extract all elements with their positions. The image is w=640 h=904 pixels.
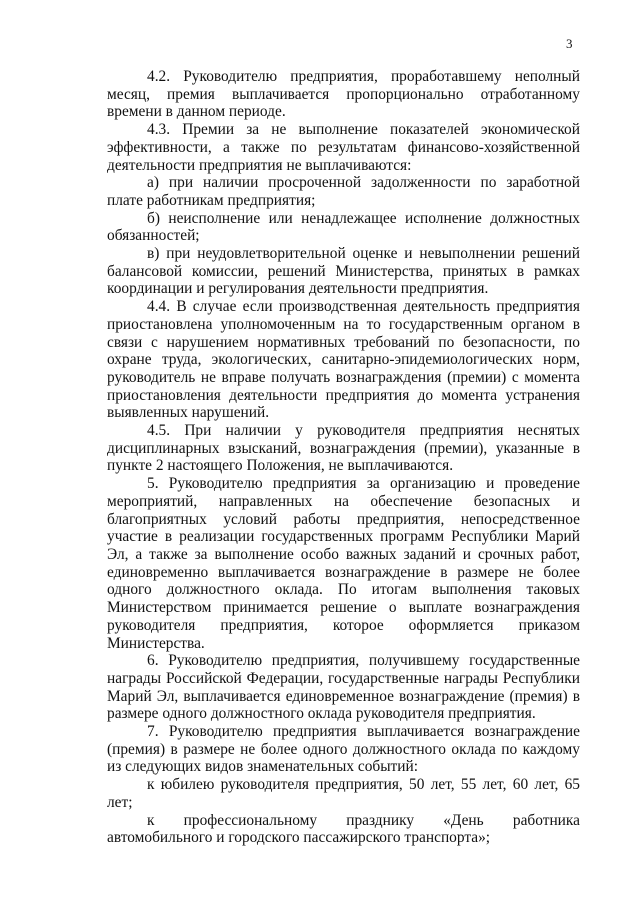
paragraph-7: 7. Руководителю предприятия выплачивается вознаграждение (премия) в размере не более одного должностного оклада по каждому из следующих видов знаменательных событий: — [107, 723, 580, 776]
document-body — [107, 68, 580, 847]
paragraph-4-3: 4.3. Премии за не выполнение показателей экономической эффективности, а также по результатам финансово-хозяйственной деятельности предприятия не выплачиваются: — [107, 121, 580, 174]
paragraph-6: 6. Руководителю предприятия, получившему государственные награды Российской Федерации, государственные награды Республики Марий Эл, выплачивается единовременное вознаграждение (премия) в размере одного должностного оклада руководителя предприятия. — [107, 652, 580, 723]
paragraph-4-5: 4.5. При наличии у руководителя предприятия неснятых дисциплинарных взысканий, вознаграждения (премии), указанные в пункте 2 настоящего Положения, не выплачиваются. — [107, 422, 580, 475]
paragraph-4-3-b: б) неисполнение или ненадлежащее исполнение должностных обязанностей; — [107, 209, 580, 245]
paragraph-7-holiday: к профессиональному празднику «День работника автомобильного и городского пассажирского транспорта»; — [107, 811, 580, 847]
page-number: 3 — [566, 36, 573, 51]
paragraph-7-jubilee: к юбилею руководителя предприятия, 50 лет, 55 лет, 60 лет, 65 лет; — [107, 776, 580, 811]
paragraph-4-2: 4.2. Руководителю предприятия, проработавшему неполный месяц, премия выплачивается пропорционально отработанному времени в данном периоде. — [107, 68, 580, 121]
paragraph-4-3-v: в) при неудовлетворительной оценке и невыполнении решений балансовой комиссии, решений Министерства, принятых в рамках координации и регулирования деятельности предприятия. — [107, 245, 580, 298]
paragraph-4-3-a: а) при наличии просроченной задолженности по заработной плате работникам предприятия; — [107, 174, 580, 209]
paragraph-5: 5. Руководителю предприятия за организацию и проведение мероприятий, направленных на обеспечение безопасных и благоприятных условий работы предприятия, непосредственное участие в реализации государственных программ Республики Марий Эл, а также за выполнение особо важных заданий и срочных работ, единовременно выплачивается вознаграждение в размере не более одного должностного оклада. По итогам выполнения таковых Министерством принимается решение о выплате вознаграждения руководителя предприятия, которое оформляется приказом Министерства. — [107, 475, 580, 652]
paragraph-4-4: 4.4. В случае если производственная деятельность предприятия приостановлена уполномоченным на то государственным органом в связи с нарушением нормативных требований по безопасности, по охране труда, экологических, санитарно-эпидемиологических норм, руководитель не вправе получать вознаграждения (премии) с момента приостановления деятельности предприятия до момента устранения выявленных нарушений. — [107, 298, 580, 422]
